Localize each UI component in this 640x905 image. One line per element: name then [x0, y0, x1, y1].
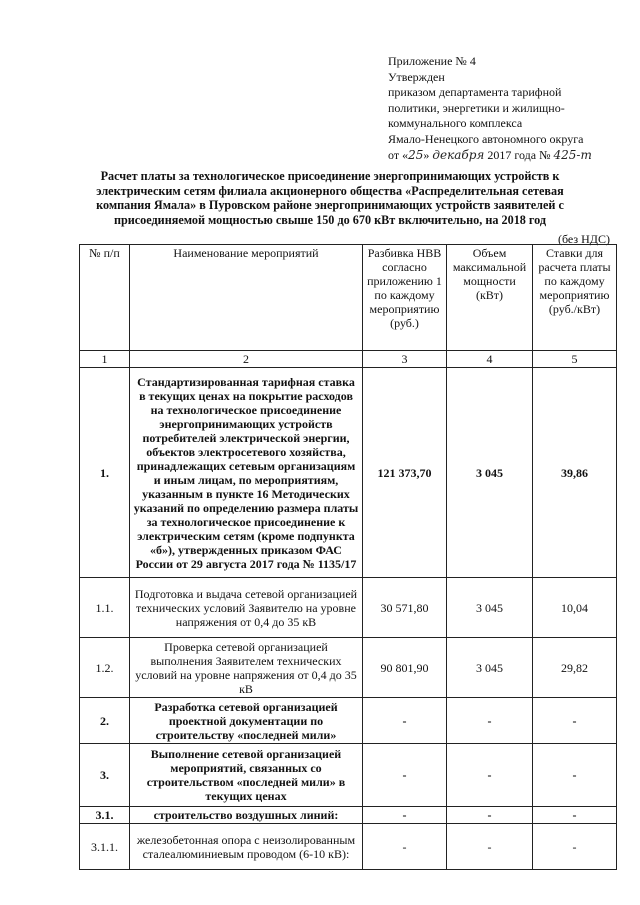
document-title: Расчет платы за технологическое присоединение энергопринимающих устройств к электрическим сетям филиала акционерного общества «Распределительная сетевая компания Ямала» в Пуровском районе энергопринимающих устройств заявителей с присоединяемой мощностью свыше 150 до 670 кВт включительно, на 2018 год [96, 169, 564, 227]
table-row [80, 578, 617, 638]
column-number: 4 [447, 351, 533, 368]
date-mid: » [423, 147, 430, 162]
row-power: - [447, 824, 533, 870]
row-name: строительство воздушных линий: [130, 807, 363, 824]
date-day: 25 [408, 147, 424, 162]
row-power: - [447, 744, 533, 807]
approval-line: Приложение № 4 [388, 54, 476, 68]
row-nvv: - [363, 744, 447, 807]
row-nvv: - [363, 698, 447, 744]
table-row [80, 744, 617, 807]
row-number: 3.1. [80, 807, 130, 824]
row-nvv: 121 373,70 [363, 368, 447, 578]
table-row [80, 824, 617, 870]
order-number: 425-т [553, 147, 592, 162]
table-row [80, 698, 617, 744]
row-number: 1. [80, 368, 130, 578]
column-number: 5 [533, 351, 617, 368]
header-cell: Наименование мероприятий [130, 245, 363, 351]
row-nvv: 30 571,80 [363, 578, 447, 638]
row-name: Стандартизированная тарифная ставка в текущих ценах на покрытие расходов на технологическое присоединение энергопринимающих устройств потребителей электрической энергии, объектов электросетевого хозяйства, принадлежащих сетевым организациям и иным лицам, по мероприятиям, указанным в пункте 16 Методических указаний по определению размера платы за технологическое присоединение к электрическим сетям (кроме подпункта «б»), утвержденных приказом ФАС России от 29 августа 2017 года № 1135/17 [130, 368, 363, 578]
table-header-row [80, 245, 617, 351]
header-cell: Объем максимальной мощности (кВт) [447, 245, 533, 351]
row-rate: - [533, 698, 617, 744]
column-number: 2 [130, 351, 363, 368]
row-name: Выполнение сетевой организацией мероприятий, связанных со строительством «последней мили» в текущих ценах [130, 744, 363, 807]
row-number: 3.1.1. [80, 824, 130, 870]
row-name: железобетонная опора с неизолированным сталеалюминиевым проводом (6-10 кВ): [130, 824, 363, 870]
row-rate: - [533, 744, 617, 807]
approval-line: политики, энергетики и жилищно- [388, 100, 565, 115]
row-rate: 39,86 [533, 368, 617, 578]
row-power: - [447, 807, 533, 824]
approval-block [388, 54, 628, 163]
row-rate: - [533, 807, 617, 824]
row-rate: - [533, 824, 617, 870]
approval-line: Утвержден [388, 69, 445, 84]
date-month: декабря [432, 147, 485, 162]
row-rate: 10,04 [533, 578, 617, 638]
tariff-table [79, 244, 617, 870]
table-row [80, 368, 617, 578]
row-name: Подготовка и выдача сетевой организацией технических условий Заявителю на уровне напряжения от 0,4 до 35 кВ [130, 578, 363, 638]
row-nvv: 90 801,90 [363, 638, 447, 698]
table-row [80, 638, 617, 698]
column-number: 1 [80, 351, 130, 368]
row-power: 3 045 [447, 578, 533, 638]
approval-line: коммунального комплекса [388, 116, 523, 131]
row-nvv: - [363, 807, 447, 824]
row-number: 2. [80, 698, 130, 744]
row-name: Проверка сетевой организацией выполнения Заявителем технических условий на уровне напряжения от 0,4 до 35 кВ [130, 638, 363, 698]
row-nvv: - [363, 824, 447, 870]
date-prefix: от « [388, 147, 409, 162]
approval-line: приказом департамента тарифной [388, 85, 562, 100]
column-number-row [80, 351, 617, 368]
approval-date-line [388, 148, 628, 164]
row-number: 3. [80, 744, 130, 807]
row-power: - [447, 698, 533, 744]
table-row [80, 807, 617, 824]
date-year: 2017 года № [487, 147, 551, 162]
row-power: 3 045 [447, 638, 533, 698]
row-power: 3 045 [447, 368, 533, 578]
row-rate: 29,82 [533, 638, 617, 698]
column-number: 3 [363, 351, 447, 368]
header-cell: № п/п [80, 245, 130, 351]
approval-line: Ямало-Ненецкого автономного округа [388, 131, 584, 146]
row-number: 1.1. [80, 578, 130, 638]
vat-note: (без НДС) [557, 232, 610, 246]
row-number: 1.2. [80, 638, 130, 698]
header-cell: Ставки для расчета платы по каждому мероприятию (руб./кВт) [533, 245, 617, 351]
header-cell: Разбивка НВВ согласно приложению 1 по каждому мероприятию (руб.) [363, 245, 447, 351]
row-name: Разработка сетевой организацией проектной документации по строительству «последней мили» [130, 698, 363, 744]
